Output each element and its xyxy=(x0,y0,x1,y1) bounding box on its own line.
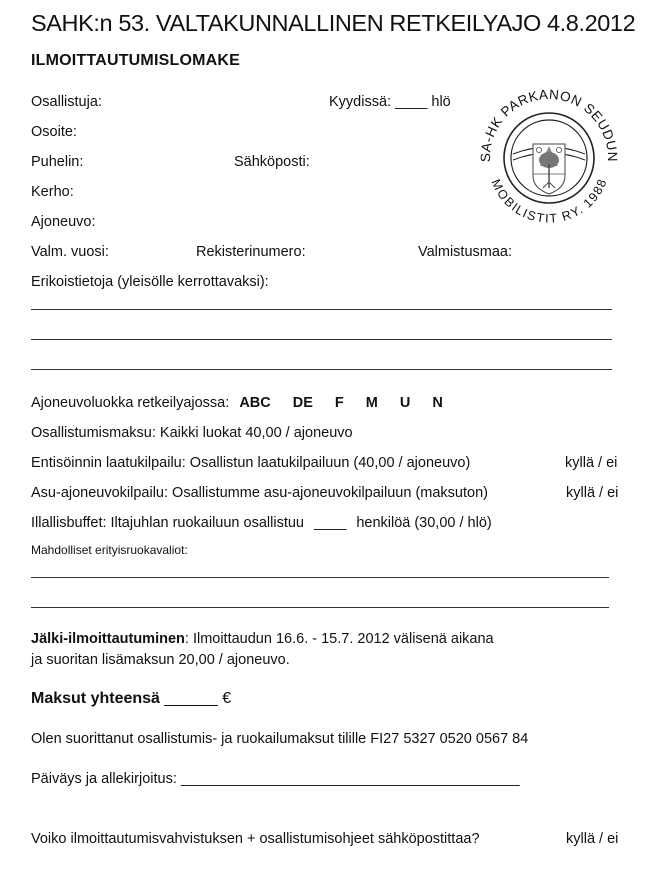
quality-competition-text: Entisöinnin laatukilpailu: Osallistun laatukilpailuun (40,00 / ajoneuvo) xyxy=(31,455,471,471)
vehicle-class-label: Ajoneuvoluokka retkeilyajossa: xyxy=(31,395,230,411)
late-registration-text-2: ja suoritan lisämaksun 20,00 / ajoneuvo. xyxy=(31,652,290,668)
diets-line-2[interactable] xyxy=(31,607,609,608)
form-subtitle: ILMOITTAUTUMISLOMAKE xyxy=(31,52,241,69)
class-option-f[interactable]: F xyxy=(334,395,344,411)
total-label: Maksut yhteensä xyxy=(31,690,160,707)
dinner-count-blank[interactable]: ____ xyxy=(314,515,347,531)
special-info-line-1[interactable] xyxy=(31,309,612,310)
diets-label: Mahdolliset erityisruokavaliot: xyxy=(31,543,188,557)
country-label: Valmistusmaa: xyxy=(418,244,513,260)
special-info-line-2[interactable] xyxy=(31,339,612,340)
passengers-blank[interactable]: ____ xyxy=(395,94,428,110)
logo-bottom-text: MOBILISTIT RY. 1988 xyxy=(488,177,610,226)
email-confirm-choice[interactable]: kyllä / ei xyxy=(566,831,619,847)
class-option-m[interactable]: M xyxy=(365,395,378,411)
class-option-abc[interactable]: ABC xyxy=(239,395,271,411)
late-registration-line-1 xyxy=(31,631,494,647)
email-confirm-question: Voiko ilmoittautumisvahvistuksen + osallistumisohjeet sähköpostittaa? xyxy=(31,831,480,847)
vehicle-class-row xyxy=(31,395,465,411)
address-label: Osoite: xyxy=(31,124,77,140)
total-row xyxy=(31,690,231,708)
signature-row xyxy=(31,771,520,787)
dinner-suffix: henkilöä (30,00 / hlö) xyxy=(356,515,492,531)
special-info-line-3[interactable] xyxy=(31,369,612,370)
logo-top-text: SA-HK PARKANON SEUDUN xyxy=(477,86,621,163)
phone-label: Puhelin: xyxy=(31,154,84,170)
dinner-row xyxy=(31,515,492,531)
registration-label: Rekisterinumero: xyxy=(196,244,306,260)
late-registration-text-1: : Ilmoittaudun 16.6. - 15.7. 2012 välisenä aikana xyxy=(184,631,494,647)
club-label: Kerho: xyxy=(31,184,74,200)
email-label: Sähköposti: xyxy=(234,154,310,170)
class-option-de[interactable]: DE xyxy=(292,395,313,411)
payment-statement: Olen suorittanut osallistumis- ja ruokailumaksut tilille FI27 5327 0520 0567 84 xyxy=(31,731,529,747)
quality-competition-choice[interactable]: kyllä / ei xyxy=(565,455,618,471)
class-option-n[interactable]: N xyxy=(432,395,443,411)
passengers-unit: hlö xyxy=(431,94,451,110)
participation-fee: Osallistumismaksu: Kaikki luokat 40,00 / ajoneuvo xyxy=(31,425,353,441)
class-option-u[interactable]: U xyxy=(399,395,411,411)
page-title: SAHK:n 53. VALTAKUNNALLINEN RETKEILYAJO 4.8.2012 xyxy=(31,10,636,36)
late-registration-label: Jälki-ilmoittautuminen xyxy=(31,631,185,647)
participant-label: Osallistuja: xyxy=(31,94,102,110)
vehicle-label: Ajoneuvo: xyxy=(31,214,96,230)
diets-line-1[interactable] xyxy=(31,577,609,578)
club-logo xyxy=(468,76,630,234)
costume-competition-text: Asu-ajoneuvokilpailu: Osallistumme asu-ajoneuvokilpailuun (maksuton) xyxy=(31,485,488,501)
total-blank[interactable]: ______ xyxy=(164,690,218,707)
year-label: Valm. vuosi: xyxy=(31,244,109,260)
club-logo-icon xyxy=(468,76,630,234)
signature-label: Päiväys ja allekirjoitus: xyxy=(31,771,177,787)
costume-competition-choice[interactable]: kyllä / ei xyxy=(566,485,619,501)
dinner-prefix: Illallisbuffet: Iltajuhlan ruokailuun osallistuu xyxy=(31,515,304,531)
signature-blank[interactable]: __________________________________________ xyxy=(180,771,520,787)
passengers-label: Kyydissä: xyxy=(329,94,392,110)
special-info-label: Erikoistietoja (yleisölle kerrottavaksi): xyxy=(31,274,269,290)
euro-sign: € xyxy=(222,690,232,707)
passengers-field xyxy=(329,94,451,110)
